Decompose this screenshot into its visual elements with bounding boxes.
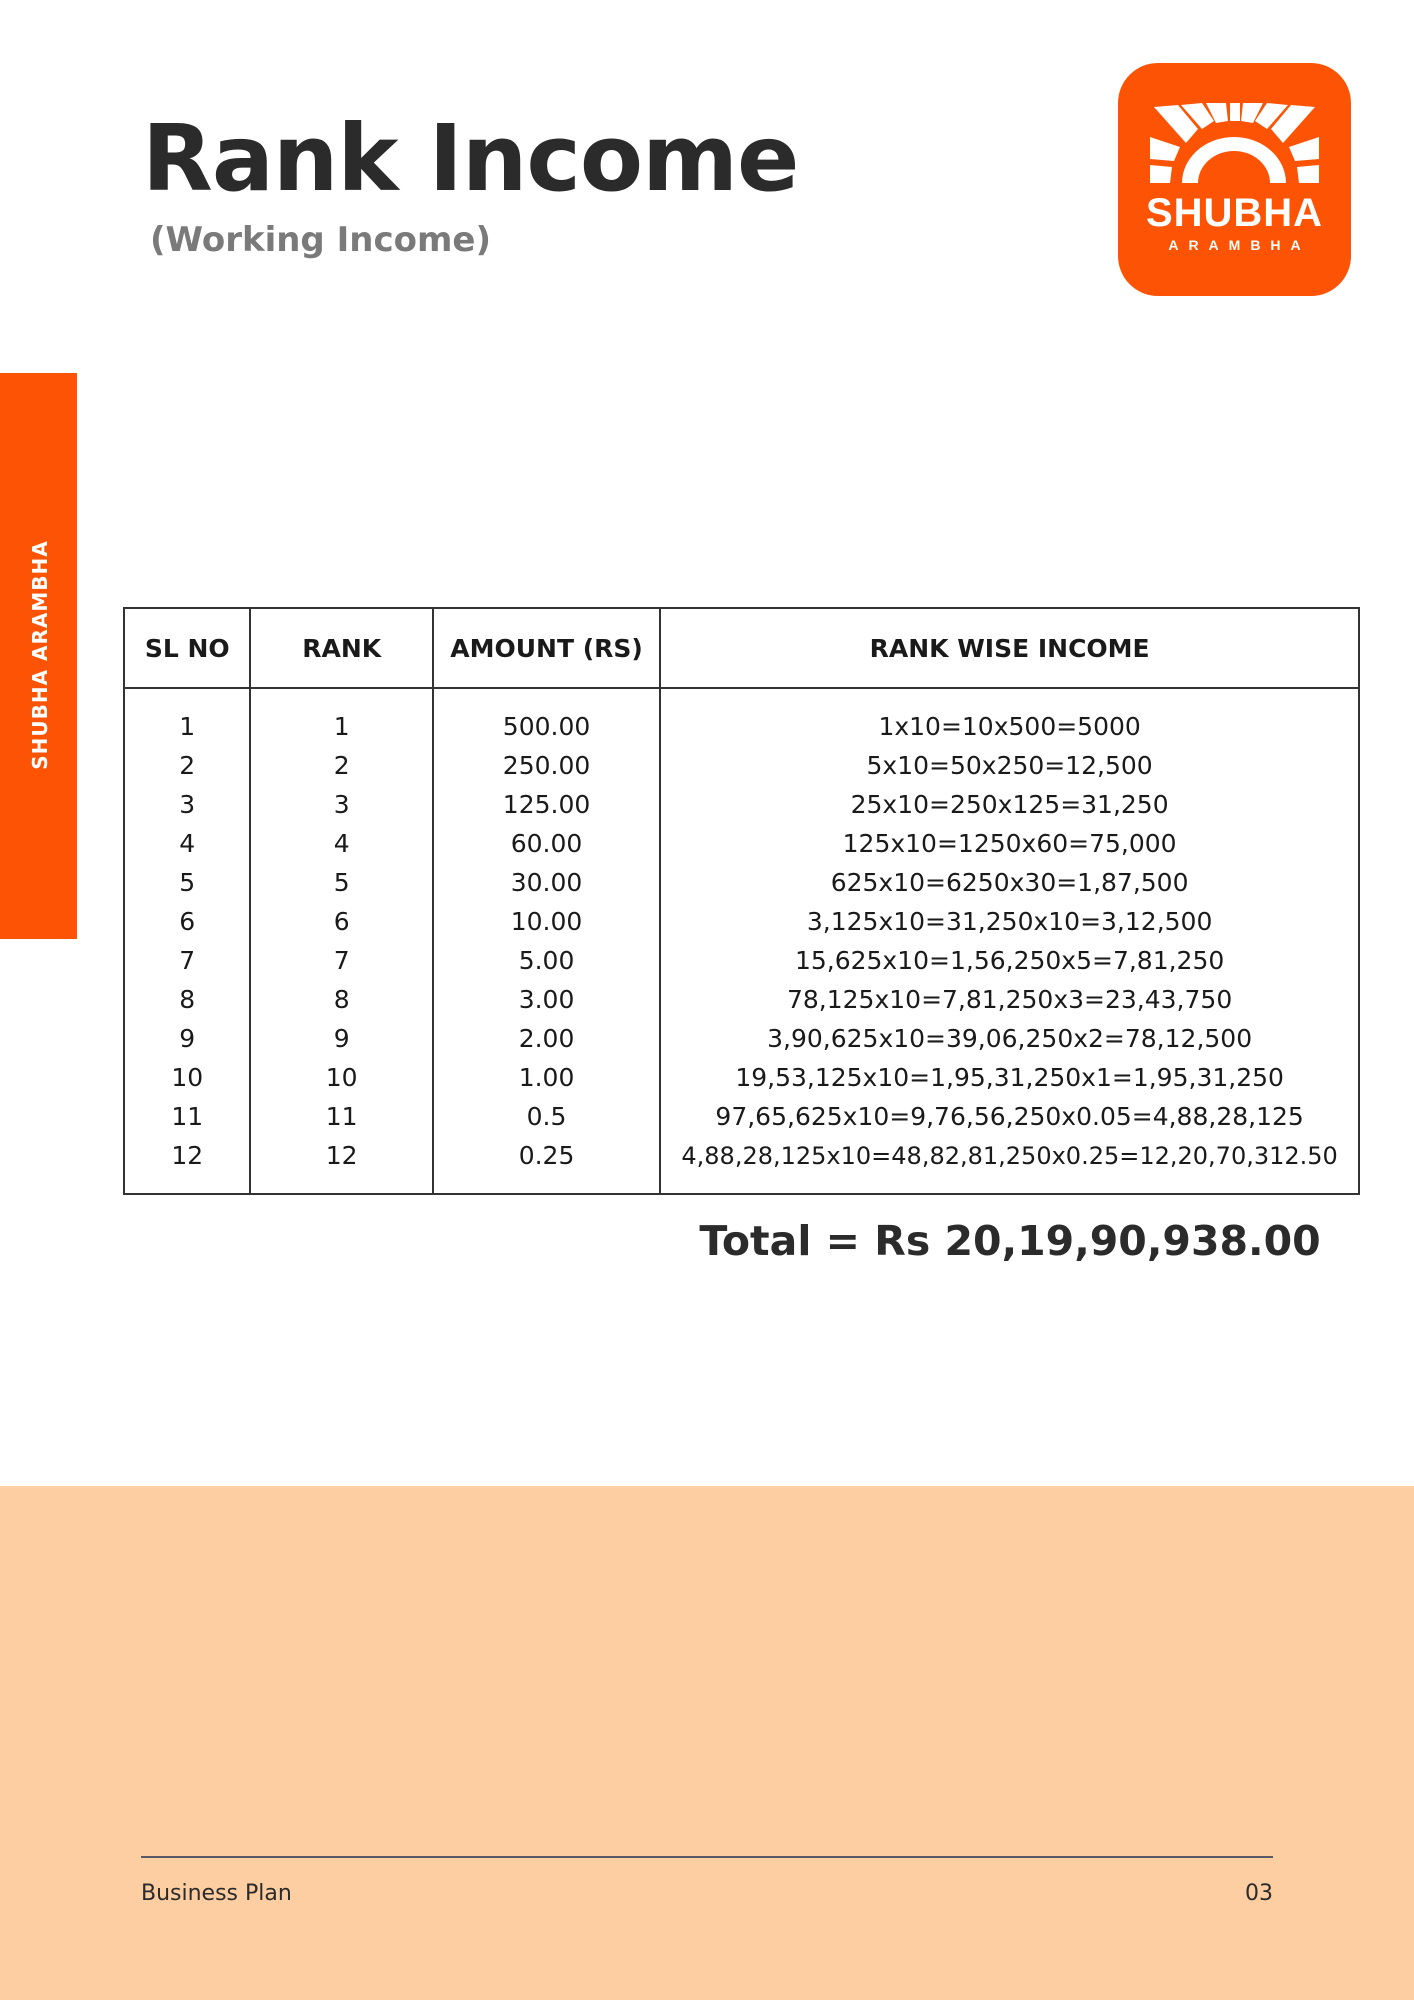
table-row bbox=[124, 785, 1359, 824]
sl-no-cell: 10 bbox=[124, 1058, 250, 1097]
table-row bbox=[124, 824, 1359, 863]
table-row bbox=[124, 941, 1359, 980]
rank-wise-income-cell: 1x10=10x500=5000 bbox=[660, 688, 1359, 746]
page-number: 03 bbox=[1245, 1881, 1273, 1906]
footer-document-label: Business Plan bbox=[141, 1881, 292, 1906]
amount-cell: 125.00 bbox=[433, 785, 660, 824]
rank-cell: 4 bbox=[250, 824, 432, 863]
column-header-rank: RANK bbox=[250, 608, 432, 688]
rank-cell: 7 bbox=[250, 941, 432, 980]
footer-divider bbox=[141, 1856, 1273, 1858]
amount-cell: 500.00 bbox=[433, 688, 660, 746]
amount-cell: 5.00 bbox=[433, 941, 660, 980]
rank-wise-income-cell: 625x10=6250x30=1,87,500 bbox=[660, 863, 1359, 902]
sunrise-icon bbox=[1118, 63, 1351, 296]
rank-cell: 6 bbox=[250, 902, 432, 941]
logo-name: SHUBHA bbox=[1145, 191, 1324, 235]
table-row bbox=[124, 902, 1359, 941]
sl-no-cell: 12 bbox=[124, 1136, 250, 1194]
rank-wise-income-cell: 97,65,625x10=9,76,56,250x0.05=4,88,28,125 bbox=[660, 1097, 1359, 1136]
column-header-sl-no: SL NO bbox=[124, 608, 250, 688]
footer bbox=[0, 1486, 1414, 2000]
rank-income-table bbox=[123, 607, 1360, 1195]
rank-cell: 3 bbox=[250, 785, 432, 824]
page-title: Rank Income bbox=[142, 105, 799, 212]
sl-no-cell: 7 bbox=[124, 941, 250, 980]
amount-cell: 10.00 bbox=[433, 902, 660, 941]
brand-logo bbox=[1118, 63, 1351, 296]
logo-tagline: ARAMBHA bbox=[1168, 237, 1311, 253]
amount-cell: 3.00 bbox=[433, 980, 660, 1019]
rank-wise-income-cell: 4,88,28,125x10=48,82,81,250x0.25=12,20,70,312.50 bbox=[660, 1136, 1359, 1194]
sl-no-cell: 2 bbox=[124, 746, 250, 785]
table-row bbox=[124, 980, 1359, 1019]
table-row bbox=[124, 688, 1359, 746]
amount-cell: 2.00 bbox=[433, 1019, 660, 1058]
table-row bbox=[124, 746, 1359, 785]
rank-cell: 5 bbox=[250, 863, 432, 902]
sl-no-cell: 9 bbox=[124, 1019, 250, 1058]
total-amount: Total = Rs 20,19,90,938.00 bbox=[699, 1217, 1321, 1265]
rank-cell: 8 bbox=[250, 980, 432, 1019]
side-tab-label: SHUBHA ARAMBHA bbox=[28, 540, 52, 770]
amount-cell: 0.25 bbox=[433, 1136, 660, 1194]
amount-cell: 60.00 bbox=[433, 824, 660, 863]
sl-no-cell: 3 bbox=[124, 785, 250, 824]
rank-wise-income-cell: 78,125x10=7,81,250x3=23,43,750 bbox=[660, 980, 1359, 1019]
rank-wise-income-cell: 19,53,125x10=1,95,31,250x1=1,95,31,250 bbox=[660, 1058, 1359, 1097]
sl-no-cell: 11 bbox=[124, 1097, 250, 1136]
table-row bbox=[124, 1136, 1359, 1194]
rank-cell: 12 bbox=[250, 1136, 432, 1194]
rank-wise-income-cell: 5x10=50x250=12,500 bbox=[660, 746, 1359, 785]
rank-wise-income-cell: 25x10=250x125=31,250 bbox=[660, 785, 1359, 824]
sl-no-cell: 1 bbox=[124, 688, 250, 746]
rank-cell: 11 bbox=[250, 1097, 432, 1136]
sl-no-cell: 6 bbox=[124, 902, 250, 941]
page-subtitle: (Working Income) bbox=[150, 220, 491, 260]
sl-no-cell: 8 bbox=[124, 980, 250, 1019]
table-row bbox=[124, 863, 1359, 902]
rank-wise-income-cell: 15,625x10=1,56,250x5=7,81,250 bbox=[660, 941, 1359, 980]
rank-cell: 10 bbox=[250, 1058, 432, 1097]
column-header-rank-wise-income: RANK WISE INCOME bbox=[660, 608, 1359, 688]
sl-no-cell: 5 bbox=[124, 863, 250, 902]
amount-cell: 1.00 bbox=[433, 1058, 660, 1097]
table-row bbox=[124, 1097, 1359, 1136]
rank-cell: 9 bbox=[250, 1019, 432, 1058]
amount-cell: 0.5 bbox=[433, 1097, 660, 1136]
table-header-row bbox=[124, 608, 1359, 688]
rank-wise-income-cell: 3,125x10=31,250x10=3,12,500 bbox=[660, 902, 1359, 941]
sl-no-cell: 4 bbox=[124, 824, 250, 863]
table-row bbox=[124, 1058, 1359, 1097]
rank-wise-income-cell: 3,90,625x10=39,06,250x2=78,12,500 bbox=[660, 1019, 1359, 1058]
rank-wise-income-cell: 125x10=1250x60=75,000 bbox=[660, 824, 1359, 863]
column-header-amount: AMOUNT (RS) bbox=[433, 608, 660, 688]
amount-cell: 30.00 bbox=[433, 863, 660, 902]
amount-cell: 250.00 bbox=[433, 746, 660, 785]
table-row bbox=[124, 1019, 1359, 1058]
rank-cell: 1 bbox=[250, 688, 432, 746]
rank-cell: 2 bbox=[250, 746, 432, 785]
